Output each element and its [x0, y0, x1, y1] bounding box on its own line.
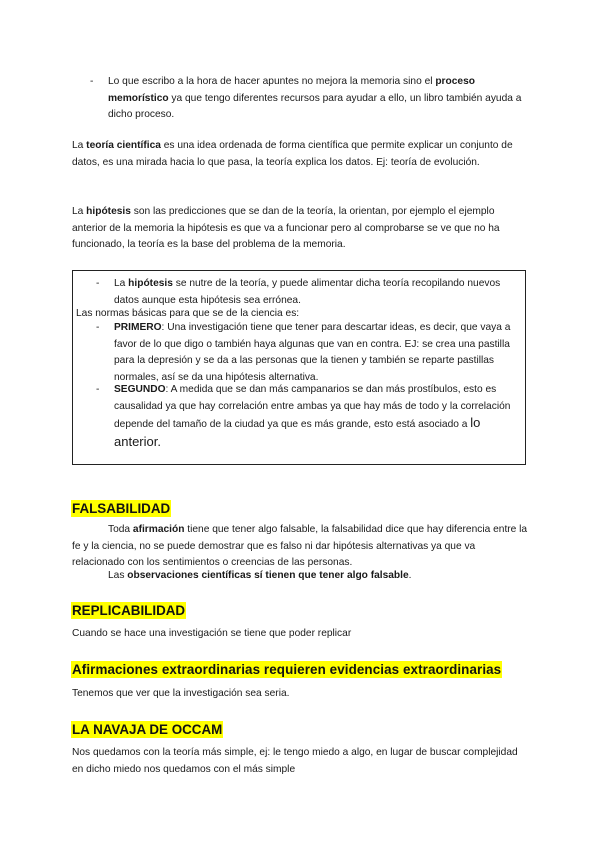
bullet-dash: - [96, 278, 100, 289]
bullet-dash: - [90, 76, 94, 87]
bold-term: proceso memorístico [108, 76, 475, 104]
paragraph-navaja: Nos quedamos con la teoría más simple, ej: le tengo miedo a algo, en lugar de buscar complejidad en dicho miedo nos quedamos con el más simple [72, 747, 518, 775]
paragraph-teoria [72, 138, 530, 171]
bold-term: hipótesis [86, 206, 131, 217]
bold-term: hipótesis [128, 278, 173, 289]
text: son las predicciones que se dan de la teoría, la orientan, por ejemplo el ejemplo anterior de la memoria la hipótesis es que va a funcionar pero al comprobarse se ve que no ha funcionado, la teoría es la base del problema de la memoria. [72, 206, 500, 250]
heading-falsabilidad: FALSABILIDAD [72, 501, 171, 516]
bold-term: observaciones científicas sí tienen que tener algo falsable [127, 570, 409, 581]
text: La [72, 206, 87, 217]
text: Lo que escribo a la hora de hacer apuntes no mejora la memoria sino el [108, 76, 436, 87]
heading-afirmaciones: Afirmaciones extraordinarias requieren evidencias extraordinarias [72, 662, 502, 677]
box-item-hipotesis [114, 276, 519, 309]
text: ya que tengo diferentes recursos para ayudar a ello, un libro también ayuda a dicho proceso. [108, 92, 522, 120]
text: es una idea ordenada de forma científica que permite explicar un conjunto de datos, es una mirada hacia lo que pasa, la teoría explica los datos. Ej: teoría de evolución. [72, 140, 513, 168]
box-item-primero [114, 320, 519, 386]
text: tiene que tener algo falsable, la falsabilidad dice que hay diferencia entre la fe y la ciencia, no se puede demostrar que es falso ni dar hipótesis alternativas ya que va relacionado con los sentimientos o creencias de las personas. [72, 524, 528, 568]
text: se nutre de la teoría, y puede alimentar dicha teoría recopilando nuevos datos aunque esta hipótesis sea errónea. [114, 278, 501, 306]
text: . [408, 570, 412, 581]
bold-term: teoría científica [86, 140, 161, 151]
heading-navaja: LA NAVAJA DE OCCAM [72, 722, 223, 737]
text: Las [108, 570, 128, 581]
box-item-segundo [114, 382, 519, 452]
heading-replicabilidad: REPLICABILIDAD [72, 603, 186, 618]
text: : Una investigación tiene que tener para descartar ideas, es decir, que vaya a favor de lo que digo o también haya algunas que van en contra. EJ: se crea una pastilla para la depresión y se da a las personas que la tienen y también se reparte pastillas normales, así se da una hipótesis alternativa. [114, 322, 511, 383]
bold-term: afirmación [132, 524, 185, 535]
text: La [114, 278, 129, 289]
paragraph-replicabilidad: Cuando se hace una investigación se tiene que poder replicar [72, 628, 352, 639]
paragraph-observaciones [108, 568, 528, 585]
text-large: lo anterior. [114, 415, 481, 449]
text: La [72, 140, 87, 151]
text: : A medida que se dan más campanarios se dan más prostíbulos, esto es causalidad ya que hay correlación entre ambas ya que hay más de todo y la correlación depende del tamaño de la ciudad ya que es más grande, esto está asociado a [114, 384, 511, 430]
bold-term: SEGUNDO [114, 384, 166, 395]
bullet-dash: - [96, 384, 100, 395]
bold-term: PRIMERO [114, 322, 162, 333]
paragraph-falsabilidad [72, 522, 530, 572]
bullet-dash: - [96, 322, 100, 333]
box-normas: Las normas básicas para que se de la ciencia es: [76, 308, 300, 319]
paragraph-apuntes [108, 74, 528, 124]
text: Toda [108, 524, 133, 535]
paragraph-hipotesis [72, 204, 530, 254]
paragraph-afirmaciones: Tenemos que ver que la investigación sea seria. [72, 688, 290, 699]
